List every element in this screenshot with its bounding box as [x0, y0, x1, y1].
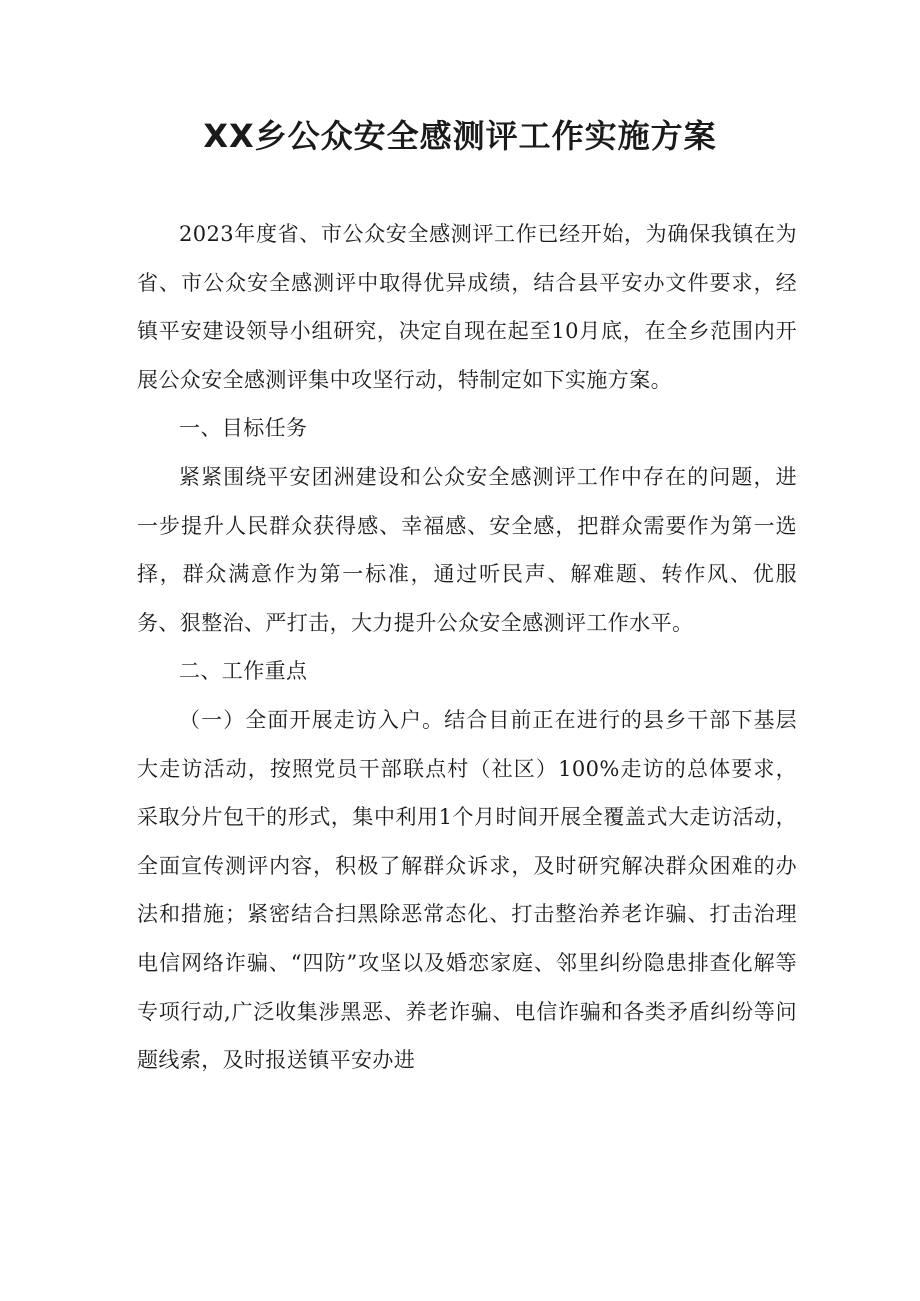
document-title: XX乡公众安全感测评工作实施方案 — [203, 117, 717, 155]
goals-paragraph: 紧紧围绕平安团洲建设和公众安全感测评工作中存在的问题，进一步提升人民群众获得感、幸福感、安全感，把群众需要作为第一选择，群众满意作为第一标准，通过听民声、解难题、转作风、优服务、狠整治、严打击，大力提升公众安全感测评工作水平。 — [137, 464, 797, 635]
focus-item-1-paragraph: （一）全面开展走访入户。结合目前正在进行的县乡干部下基层大走访活动，按照党员干部联点村（社区）100%走访的总体要求，采取分片包干的形式，集中利用1个月时间开展全覆盖式大走访活动，全面宣传测评内容，积极了解群众诉求，及时研究解决群众困难的办法和措施；紧密结合扫黑除恶常态化、打击整治养老诈骗、打击治理电信网络诈骗、“四防”攻坚以及婚恋家庭、邻里纠纷隐患排查化解等专项行动,广泛收集涉黑恶、养老诈骗、电信诈骗和各类矛盾纠纷等问题线索，及时报送镇平安办进 — [137, 707, 797, 1073]
document-body — [137, 210, 797, 1085]
section-heading-goals: 一、目标任务 — [179, 416, 308, 441]
section-heading-focus: 二、工作重点 — [179, 659, 308, 684]
intro-paragraph: 2023年度省、市公众安全感测评工作已经开始，为确保我镇在为省、市公众安全感测评中取得优异成绩，结合县平安办文件要求，经镇平安建设领导小组研究，决定自现在起至10月底，在全乡范围内开展公众安全感测评集中攻坚行动，特制定如下实施方案。 — [137, 222, 797, 392]
